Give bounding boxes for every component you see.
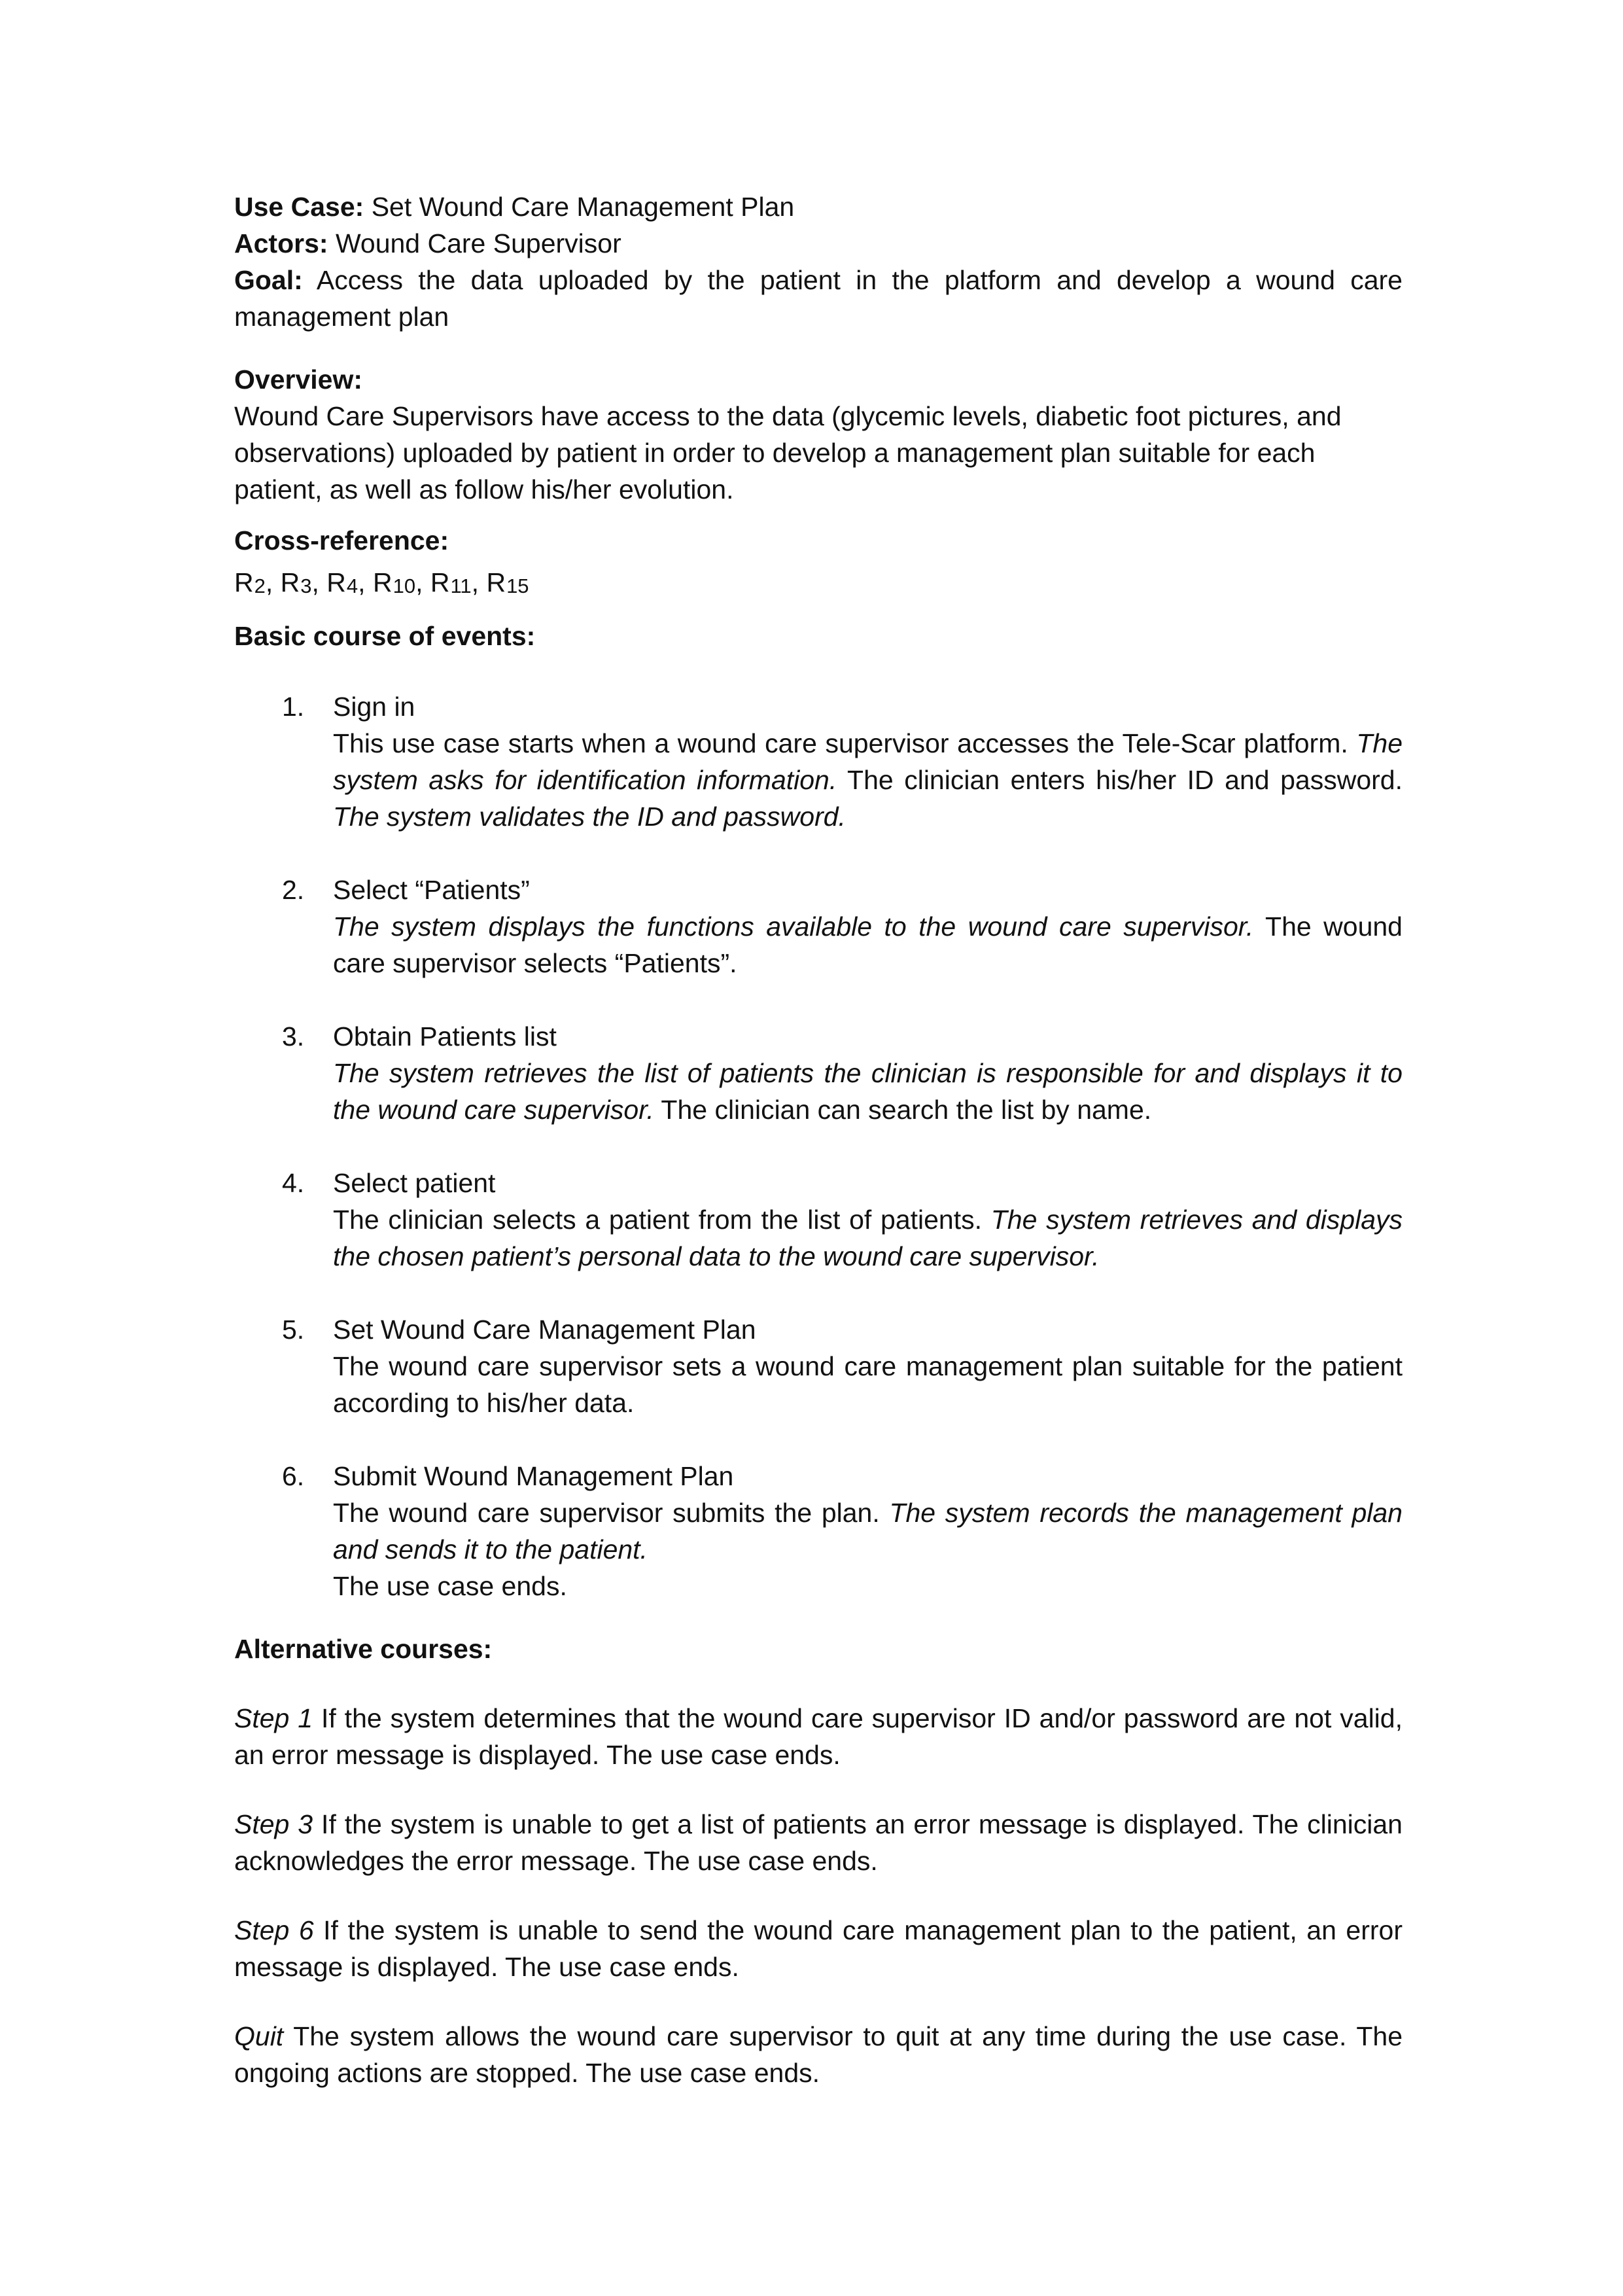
system-response: The system records the management plan and sends it to the patient. [333,1498,1403,1564]
document-page [234,188,1403,2091]
overview-title: Overview: [234,364,362,395]
step-body [333,1201,1403,1275]
step-body [333,725,1403,835]
cross-reference-title: Cross-reference: [234,525,449,556]
system-response: The system asks for identification information. [333,728,1403,795]
step-title: Sign in [333,692,415,722]
alternative-course-label: Step 3 [234,1809,313,1839]
system-response: The system displays the functions available to the wound care supervisor. [333,911,1254,942]
alternative-courses-list [234,1700,1403,2091]
cross-reference-list: $R_2$, $R_3$, $R_4$, $R_{10}$, $R_{11}$, $R_{15}$ [234,567,529,597]
basic-course-steps [234,688,1403,1604]
step-number: 5. [282,1315,305,1345]
step-item [234,872,1403,981]
use-case-value: Set Wound Care Management Plan [371,192,795,222]
step-number: 1. [282,692,305,722]
step-text: This use case starts when a wound care supervisor accesses the Tele-Scar platform. [333,728,1357,758]
spacer [234,335,1403,361]
cross-reference-item: 15 [506,574,529,597]
alternative-course-item [234,1806,1403,1879]
step-text: The wound care supervisor sets a wound care management plan suitable for the patient according to his/her data. [333,1351,1403,1418]
alternative-course-text: If the system determines that the wound care supervisor ID and/or password are not valid, an error message is displayed. The use case ends. [234,1703,1403,1770]
goal-label: Goal: [234,265,303,295]
system-response: The system retrieves the list of patients the clinician is responsible for and displays it to the wound care supervisor. [333,1058,1403,1125]
step-body [333,1055,1403,1128]
step-item [234,1165,1403,1275]
use-case-label: Use Case: [234,192,364,222]
step-body [333,1494,1403,1568]
cross-reference-item: 10 [393,574,416,597]
step-number: 2. [282,875,305,905]
spacer [234,1667,1403,1700]
cross-reference-item: 2 [254,574,266,597]
spacer [234,508,1403,522]
spacer [234,654,1403,688]
step-text: The clinician can search the list by name. [654,1095,1152,1125]
use-case-line [234,188,1403,225]
cross-reference-item: 3 [300,574,312,597]
system-response: The system validates the ID and password. [333,802,846,832]
step-text: The wound care supervisor selects “Patients”. [333,911,1403,978]
cross-reference-item: 4 [346,574,358,597]
step-item [234,688,1403,835]
actors-value: Wound Care Supervisor [335,228,621,258]
alternative-course-text: If the system is unable to get a list of patients an error message is displayed. The clinician acknowledges the error message. The use case ends. [234,1809,1403,1876]
alternative-course-text: If the system is unable to send the wound care management plan to the patient, an error message is displayed. The use case ends. [234,1915,1403,1982]
step-number: 3. [282,1021,305,1051]
step-text: The wound care supervisor submits the plan. [333,1498,890,1528]
step-body [333,1348,1403,1421]
spacer [234,603,1403,618]
alternative-courses-title: Alternative courses: [234,1634,493,1664]
alternative-course-text: The system allows the wound care supervisor to quit at any time during the use case. The ongoing actions are stopped. The use case ends. [234,2021,1403,2088]
step-number: 6. [282,1461,305,1491]
step-text: The clinician enters his/her ID and password. [837,765,1403,795]
spacer [234,1604,1403,1631]
step-item [234,1018,1403,1128]
overview-text: Wound Care Supervisors have access to the data (glycemic levels, diabetic foot pictures, and observations) uploaded by patient in order to develop a management plan suitable for each patient, as well as follow his/her evolution. [234,401,1342,504]
alternative-course-item [234,2018,1403,2091]
step-number: 4. [282,1168,305,1198]
step-end-line: The use case ends. [333,1571,567,1601]
step-title: Submit Wound Management Plan [333,1461,734,1491]
basic-course-title: Basic course of events: [234,621,536,651]
goal-value: Access the data uploaded by the patient in the platform and develop a wound care management plan [234,265,1403,332]
alternative-course-item [234,1700,1403,1773]
step-item [234,1458,1403,1604]
step-title: Select “Patients” [333,875,530,905]
step-item [234,1311,1403,1421]
step-body [333,908,1403,981]
step-title: Obtain Patients list [333,1021,557,1051]
step-text: The clinician selects a patient from the list of patients. [333,1205,991,1235]
step-title: Select patient [333,1168,496,1198]
alternative-course-item [234,1912,1403,1985]
alternative-course-label: Step 1 [234,1703,313,1733]
actors-line [234,225,1403,262]
system-response: The system retrieves and displays the chosen patient’s personal data to the wound care supervisor. [333,1205,1403,1271]
alternative-course-label: Quit [234,2021,284,2051]
step-title: Set Wound Care Management Plan [333,1315,756,1345]
goal-line [234,262,1403,335]
alternative-course-label: Step 6 [234,1915,314,1945]
spacer [234,559,1403,564]
actors-label: Actors: [234,228,328,258]
cross-reference-item: 11 [450,574,472,597]
